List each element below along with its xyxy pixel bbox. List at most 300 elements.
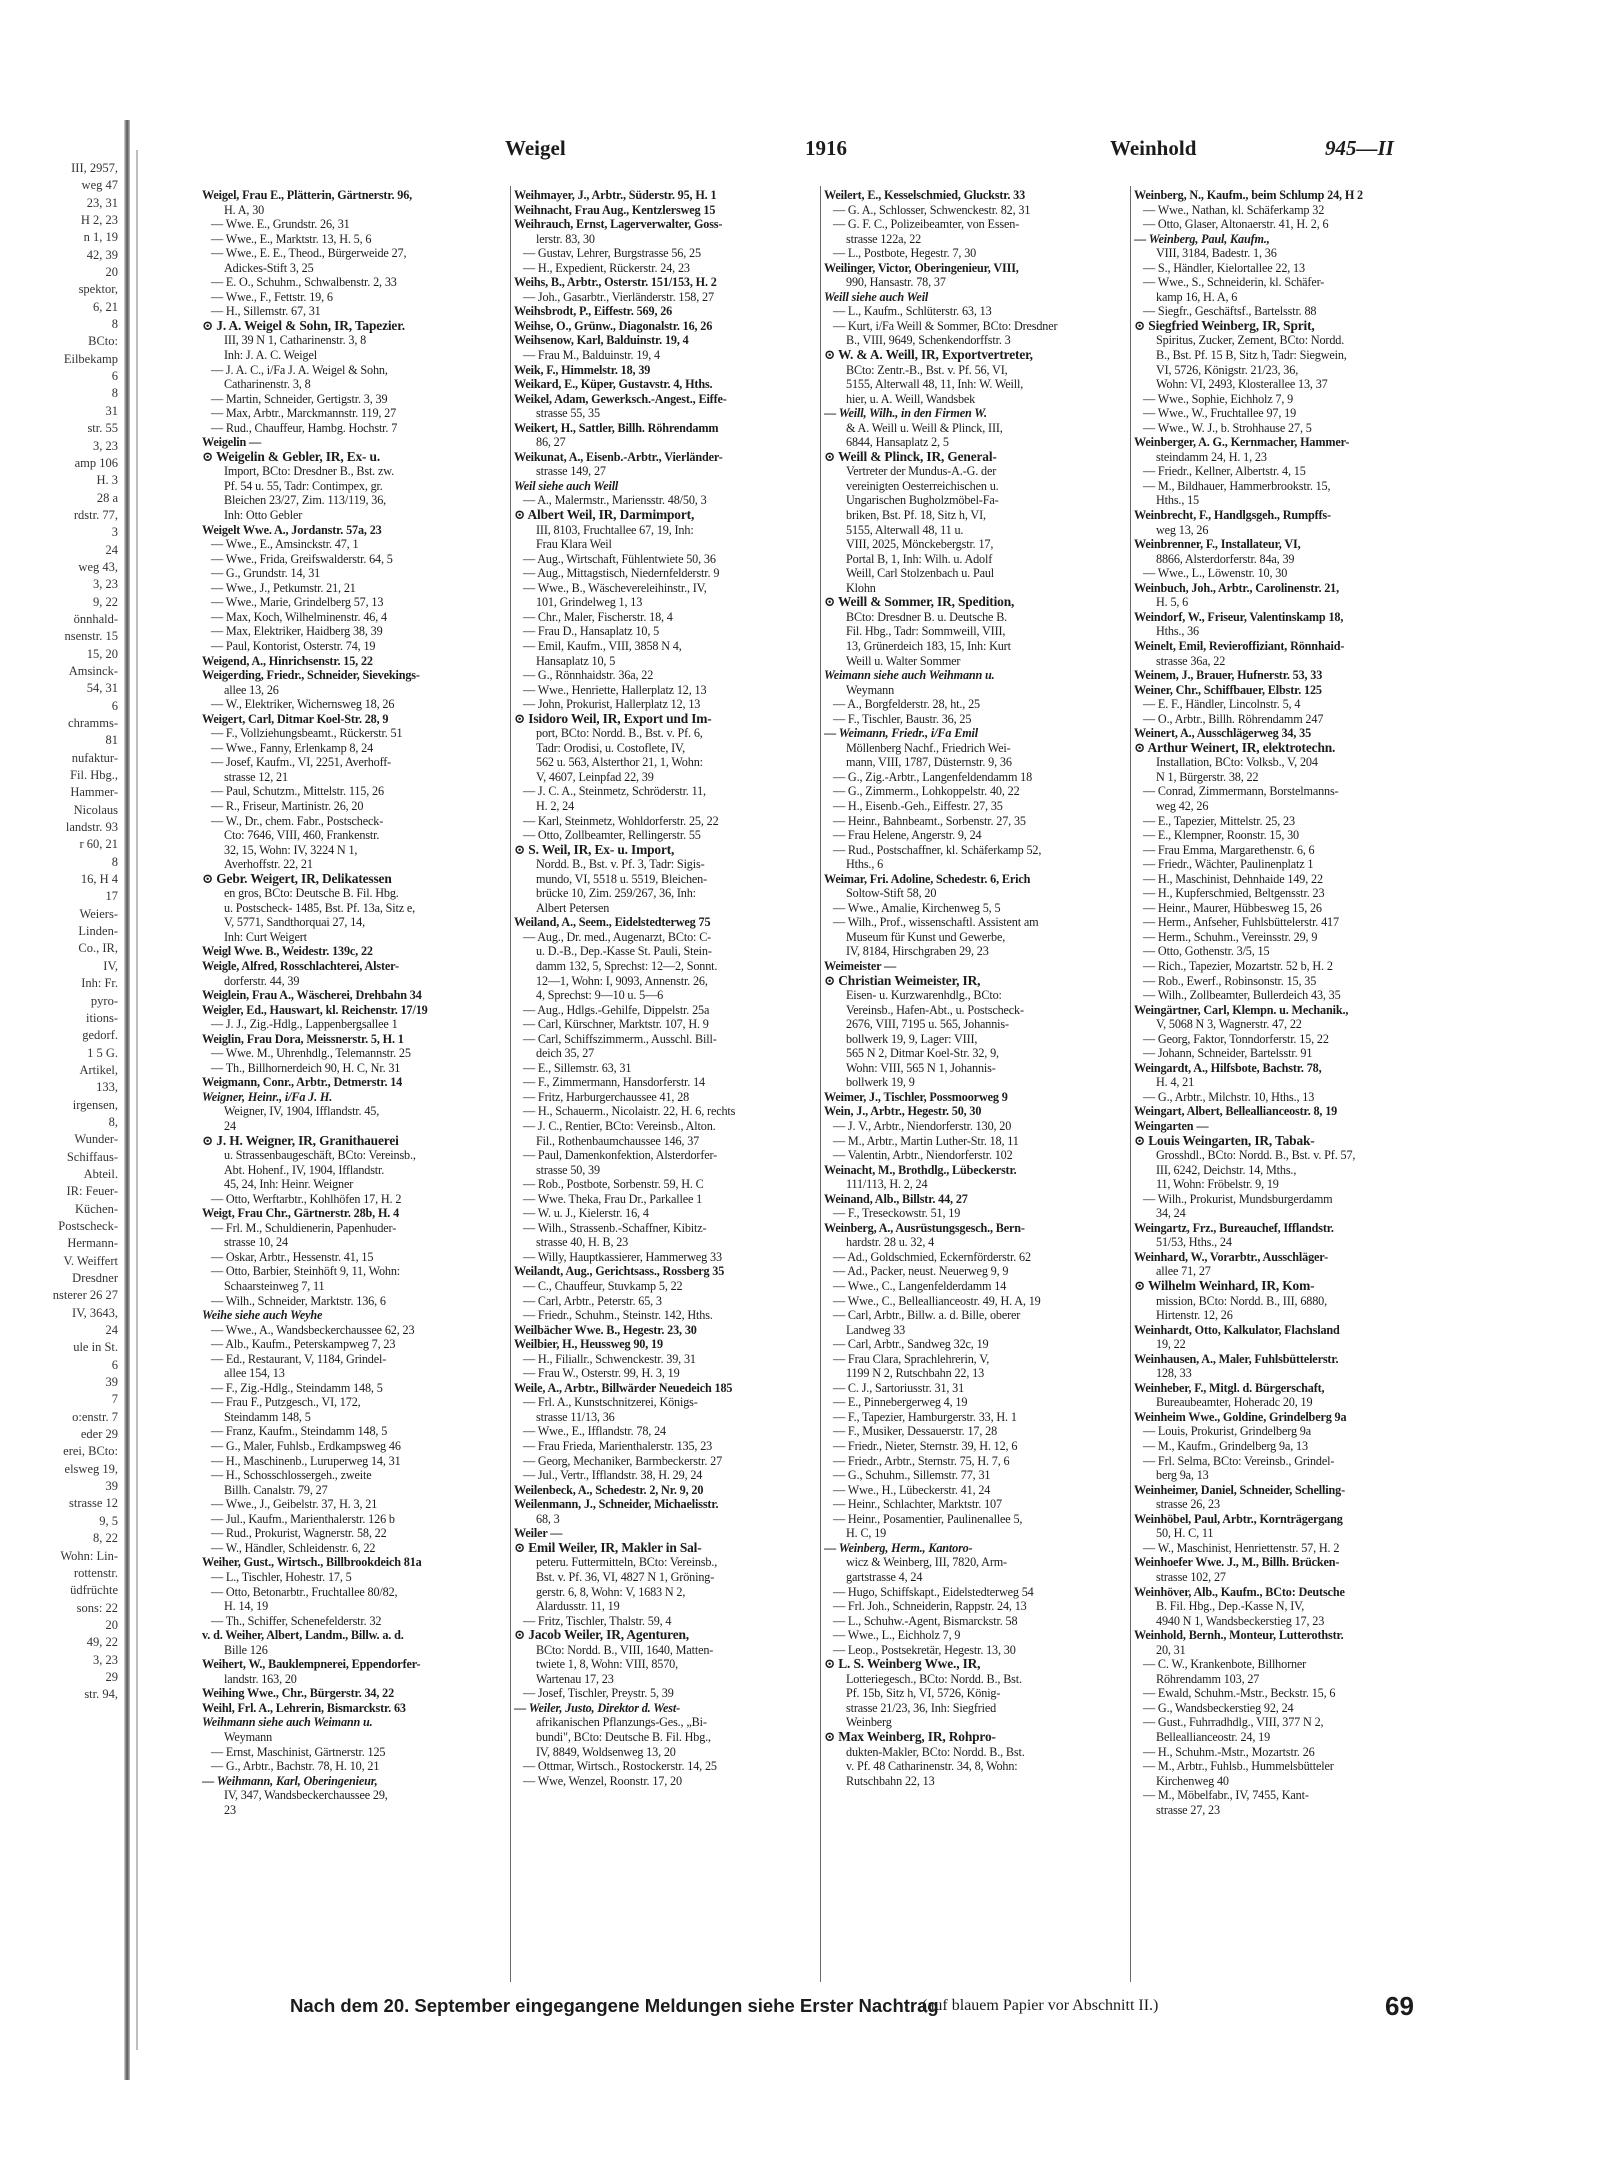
directory-entry: v. Pf. 48 Catharinenstr. 34, 8, Wohn: bbox=[846, 1759, 1018, 1774]
directory-entry: Lotteriegesch., BCto: Nordd. B., Bst. bbox=[846, 1671, 1022, 1686]
directory-entry: Weinhold, Bernh., Monteur, Lutterothstr. bbox=[1134, 1628, 1344, 1643]
directory-entry: — G., Arbtr., Bachstr. 78, H. 10, 21 bbox=[211, 1759, 380, 1774]
facing-page-line: 28 a bbox=[96, 490, 118, 505]
directory-entry: — Frau D., Hansaplatz 10, 5 bbox=[523, 624, 660, 639]
facing-page-line: 42, 39 bbox=[86, 247, 118, 262]
directory-entry: Weingartz, Frz., Bureauchef, Ifflandstr. bbox=[1134, 1220, 1334, 1235]
directory-entry: 20, 31 bbox=[1156, 1642, 1186, 1657]
directory-entry: Weill, Carl Stolzenbach u. Paul bbox=[846, 566, 995, 581]
directory-entry: ⊙ Weill & Sommer, IR, Spedition, bbox=[824, 595, 1015, 610]
facing-page-line: Nicolaus bbox=[73, 802, 118, 817]
directory-entry: strasse 102, 27 bbox=[1156, 1569, 1226, 1584]
directory-entry: ⊙ L. S. Weinberg Wwe., IR, bbox=[824, 1657, 981, 1672]
facing-page-line: Artikel, bbox=[79, 1062, 118, 1077]
directory-entry: Vereinsb., Hafen-Abt., u. Postscheck- bbox=[846, 1002, 1024, 1017]
directory-entry: Nordd. B., Bst. v. Pf. 3, Tadr: Sigis- bbox=[536, 857, 705, 872]
directory-entry: 86, 27 bbox=[536, 435, 566, 450]
directory-entry: Weigmann, Conr., Arbtr., Detmerstr. 14 bbox=[202, 1075, 403, 1090]
directory-entry: — H., Sillemstr. 67, 31 bbox=[211, 304, 321, 319]
directory-entry: Hths., 36 bbox=[1156, 624, 1200, 639]
facing-page-line: önnhald- bbox=[73, 611, 118, 626]
directory-entry: — Georg, Faktor, Tonndorferstr. 15, 22 bbox=[1143, 1031, 1329, 1046]
directory-entry: — G. F. C., Polizeibeamter, von Essen- bbox=[833, 217, 1020, 232]
directory-entry: V, 5068 N 3, Wagnerstr. 47, 22 bbox=[1156, 1017, 1302, 1032]
directory-entry: Pf. 54 u. 55, Tadr: Contimpex, gr. bbox=[224, 478, 383, 493]
directory-entry: — A., Borgfelderstr. 28, ht., 25 bbox=[833, 697, 980, 712]
directory-entry: — Otto, Betonarbtr., Fruchtallee 80/82, bbox=[211, 1584, 398, 1599]
directory-entry: — E. O., Schuhm., Schwalbenstr. 2, 33 bbox=[211, 275, 397, 290]
directory-entry: — Herm., Schuhm., Vereinsstr. 29, 9 bbox=[1143, 929, 1318, 944]
facing-page-line: Abteil. bbox=[83, 1166, 118, 1181]
directory-entry: — Th., Billhornerdeich 90, H. C, Nr. 31 bbox=[211, 1060, 401, 1075]
directory-entry: Weikunat, A., Eisenb.-Arbtr., Vierländer- bbox=[514, 449, 723, 464]
directory-column-2 bbox=[514, 188, 816, 1988]
directory-entry: Hirtenstr. 12, 26 bbox=[1156, 1308, 1233, 1323]
directory-entry: Weilandt, Aug., Gerichtsass., Rossberg 35 bbox=[514, 1264, 725, 1279]
directory-entry: H. 5, 6 bbox=[1156, 595, 1189, 610]
directory-page bbox=[200, 182, 1438, 1990]
directory-entry: Fil. Hbg., Tadr: Sommweill, VIII, bbox=[846, 624, 1006, 639]
directory-entry: kamp 16, H. A, 6 bbox=[1156, 289, 1238, 304]
directory-entry: dukten-Makler, BCto: Nordd. B., Bst. bbox=[846, 1744, 1025, 1759]
directory-entry: Weinhausen, A., Maler, Fuhlsbüttelerstr. bbox=[1134, 1351, 1339, 1366]
directory-entry: brücke 10, Zim. 259/267, 36, Inh: bbox=[536, 886, 696, 901]
header-right-keyword: Weinhold bbox=[1110, 136, 1197, 160]
directory-entry: ⊙ Weill & Plinck, IR, General- bbox=[824, 449, 997, 464]
directory-entry: strasse 10, 24 bbox=[224, 1235, 288, 1250]
directory-entry: — Rud., Prokurist, Wagnerstr. 58, 22 bbox=[211, 1526, 387, 1541]
directory-entry: mundo, VI, 5518 u. 5519, Bleichen- bbox=[536, 871, 708, 886]
directory-entry: Import, BCto: Dresdner B., Bst. zw. bbox=[224, 464, 394, 479]
directory-entry: — Frau Frieda, Marienthalerstr. 135, 23 bbox=[523, 1439, 713, 1454]
directory-entry: — G., Wandsbeckerstieg 92, 24 bbox=[1143, 1700, 1294, 1715]
directory-entry: Weilbier, H., Heussweg 90, 19 bbox=[514, 1337, 663, 1352]
directory-entry: — Rud., Postschaffner, kl. Schäferkamp 52, bbox=[833, 842, 1042, 857]
directory-entry: — E. F., Händler, Lincolnstr. 5, 4 bbox=[1143, 697, 1301, 712]
directory-entry: — Heinr., Posamentier, Paulinenallee 5, bbox=[833, 1511, 1023, 1526]
facing-page-line: eder 29 bbox=[80, 1427, 118, 1442]
directory-entry: — Paul, Schutzm., Mittelstr. 115, 26 bbox=[211, 784, 384, 799]
directory-entry: 23 bbox=[224, 1802, 236, 1817]
facing-page-line: Eilbekamp bbox=[63, 351, 118, 366]
directory-entry: 5155, Alterwall 48, 11, Inh: W. Weill, bbox=[846, 377, 1024, 392]
directory-entry: — Fritz, Tischler, Thalstr. 59, 4 bbox=[523, 1613, 672, 1628]
facing-page-line: amp 106 bbox=[74, 455, 118, 470]
directory-entry: — G., Arbtr., Milchstr. 10, Hths., 13 bbox=[1143, 1089, 1315, 1104]
facing-page-line: nufaktur- bbox=[71, 750, 118, 765]
directory-entry: Weill u. Walter Sommer bbox=[846, 653, 961, 668]
directory-entry: Fil., Rothenbaumchaussee 146, 37 bbox=[536, 1133, 700, 1148]
directory-entry: III, 8103, Fruchtallee 67, 19, Inh: bbox=[536, 522, 694, 537]
directory-entry: 32, 15, Wohn: IV, 3224 N 1, bbox=[224, 842, 358, 857]
directory-entry: Weinem, J., Brauer, Hufnerstr. 53, 33 bbox=[1134, 668, 1323, 683]
footer-page-number: 69 bbox=[1385, 1991, 1414, 2021]
directory-entry: Weindorf, W., Friseur, Valentinskamp 18, bbox=[1134, 609, 1344, 624]
directory-entry: — Wwe., E., Ifflandstr. 78, 24 bbox=[523, 1424, 666, 1439]
directory-entry: — Ad., Packer, neust. Neuerweg 9, 9 bbox=[833, 1264, 1009, 1279]
header-page-number: 945—II bbox=[1325, 136, 1394, 160]
directory-entry: Wohn: VIII, 565 N 1, Johannis- bbox=[846, 1060, 996, 1075]
directory-entry: — Valentin, Arbtr., Niendorferstr. 102 bbox=[833, 1148, 1013, 1163]
page-fold-shadow bbox=[136, 150, 138, 2050]
directory-entry: Weikard, E., Küper, Gustavstr. 4, Hths. bbox=[514, 377, 713, 392]
directory-entry: — Weill, Wilh., in den Firmen W. bbox=[824, 406, 987, 421]
column-divider bbox=[820, 186, 821, 1982]
facing-page-line: nsenstr. 15 bbox=[64, 629, 118, 644]
facing-page-line: 20 bbox=[105, 265, 118, 280]
facing-page-line: IV, 3643, bbox=[72, 1305, 118, 1320]
directory-entry: en gros, BCto: Deutsche B. Fil. Hbg. bbox=[224, 886, 399, 901]
directory-entry: — H., Schauerm., Nicolaistr. 22, H. 6, rechts bbox=[523, 1104, 736, 1119]
facing-page-line: spektor, bbox=[78, 282, 118, 297]
directory-entry: — Alb., Kaufm., Peterskampweg 7, 23 bbox=[211, 1337, 396, 1352]
facing-page-line: 6 bbox=[111, 698, 118, 713]
facing-page-line: elsweg 19, bbox=[64, 1461, 118, 1476]
directory-entry: — Otto, Glaser, Altonaerstr. 41, H. 2, 6 bbox=[1143, 217, 1329, 232]
directory-entry: Weikel, Adam, Gewerksch.-Angest., Eiffe- bbox=[514, 391, 727, 406]
directory-entry: — H., Maschinenb., Luruperweg 14, 31 bbox=[211, 1453, 401, 1468]
directory-entry: — Wwe, Wenzel, Roonstr. 17, 20 bbox=[523, 1773, 682, 1788]
directory-entry: B. Fil. Hbg., Dep.-Kasse N, IV, bbox=[1156, 1599, 1305, 1614]
facing-page-line: 29 bbox=[105, 1669, 118, 1684]
directory-entry: ⊙ Christian Weimeister, IR, bbox=[824, 973, 981, 988]
facing-page-line: 81 bbox=[105, 733, 118, 748]
directory-entry: — Leop., Postsekretär, Hegestr. 13, 30 bbox=[833, 1642, 1016, 1657]
directory-entry: — Friedr., Arbtr., Sternstr. 75, H. 7, 6 bbox=[833, 1453, 1010, 1468]
directory-entry: Hansaplatz 10, 5 bbox=[536, 653, 616, 668]
directory-entry: Averhoffstr. 22, 21 bbox=[224, 857, 313, 872]
directory-entry: 12—1, Wohn: I, 9093, Annenstr. 26, bbox=[536, 973, 708, 988]
facing-page-line: Wunder- bbox=[74, 1132, 118, 1147]
column-divider bbox=[510, 186, 511, 1982]
directory-entry: — Wilh., Zollbeamter, Bullerdeich 43, 35 bbox=[1143, 988, 1341, 1003]
facing-page-line: erei, BCto: bbox=[63, 1444, 118, 1459]
directory-entry: — Max, Koch, Wilhelminenstr. 46, 4 bbox=[211, 609, 387, 624]
directory-entry: H. 14, 19 bbox=[224, 1599, 269, 1614]
directory-entry: port, BCto: Nordd. B., Bst. v. Pf. 6, bbox=[536, 726, 703, 741]
directory-entry: Weilert, E., Kesselschmied, Gluckstr. 33 bbox=[824, 188, 1026, 202]
directory-entry: Weingardt, A., Hilfsbote, Bachstr. 78, bbox=[1134, 1060, 1322, 1075]
directory-entry: — M., Bildhauer, Hammerbrookstr. 15, bbox=[1143, 478, 1331, 493]
facing-page-line: n 1, 19 bbox=[83, 230, 118, 245]
facing-page-line: Weiers- bbox=[79, 906, 118, 921]
directory-entry: Weihsbrodt, P., Eiffestr. 569, 26 bbox=[514, 304, 673, 319]
column-divider bbox=[1130, 186, 1131, 1982]
footer-notice: Nach dem 20. September eingegangene Meldungen siehe Erster Nachtrag bbox=[290, 1995, 939, 2016]
directory-entry: — W. u. J., Kielerstr. 16, 4 bbox=[523, 1206, 649, 1221]
directory-entry: Weihs, B., Arbtr., Osterstr. 151/153, H. 2 bbox=[514, 275, 717, 290]
directory-entry: Weinhöbel, Paul, Arbtr., Kornträgergang bbox=[1134, 1511, 1343, 1526]
directory-entry: Weinhard, W., Vorarbtr., Ausschläger- bbox=[1134, 1249, 1328, 1264]
directory-entry: — Friedr., Nieter, Sternstr. 39, H. 12, 6 bbox=[833, 1439, 1018, 1454]
directory-entry: Weinhöver, Alb., Kaufm., BCto: Deutsche bbox=[1134, 1584, 1345, 1599]
directory-entry: Weinberger, A. G., Kernmacher, Hammer- bbox=[1134, 435, 1350, 450]
directory-entry: 4940 N 1, Wandsbeckerstieg 17, 23 bbox=[1156, 1613, 1325, 1628]
facing-page-line: 24 bbox=[105, 1323, 118, 1338]
directory-entry: — G., Zimmerm., Lohkoppelstr. 40, 22 bbox=[833, 784, 1020, 799]
directory-entry: — W., Händler, Schleidenstr. 6, 22 bbox=[211, 1540, 376, 1555]
directory-entry: Portal B, 1, Inh: Wilh. u. Adolf bbox=[846, 551, 993, 566]
directory-entry: — Friedr., Schuhm., Steinstr. 142, Hths. bbox=[523, 1308, 713, 1323]
directory-entry: — Wwe., A., Wandsbeckerchaussee 62, 23 bbox=[211, 1322, 415, 1337]
facing-page-line: 8, bbox=[108, 1114, 118, 1129]
directory-entry: — F., Zig.-Hdlg., Steindamm 148, 5 bbox=[211, 1380, 383, 1395]
directory-entry: — Heinr., Maurer, Hübbesweg 15, 26 bbox=[1143, 900, 1322, 915]
facing-page-line: 16, H 4 bbox=[80, 872, 118, 887]
directory-entry: — Wwe., J., Geibelstr. 37, H. 3, 21 bbox=[211, 1497, 378, 1512]
directory-entry: — Friedr., Kellner, Albertstr. 4, 15 bbox=[1143, 464, 1306, 479]
directory-entry: — Heinr., Schlachter, Marktstr. 107 bbox=[833, 1497, 1002, 1512]
directory-entry: Weigner, IV, 1904, Ifflandstr. 45, bbox=[224, 1104, 380, 1119]
directory-entry: — Frl. M., Schuldienerin, Papenhuder- bbox=[211, 1220, 397, 1235]
facing-page-line: Co., IR, bbox=[78, 941, 118, 956]
directory-entry: — Th., Schiffer, Schenefelderstr. 32 bbox=[211, 1613, 382, 1628]
directory-entry: — Wwe., Fanny, Erlenkamp 8, 24 bbox=[211, 740, 374, 755]
directory-entry: Weiglin, Frau Dora, Meissnerstr. 5, H. 1 bbox=[202, 1031, 404, 1046]
facing-page-line: 49, 22 bbox=[86, 1635, 118, 1650]
facing-page-line: 9, 22 bbox=[93, 594, 118, 609]
directory-entry: — Wwe., E., Marktstr. 13, H. 5, 6 bbox=[211, 231, 372, 246]
directory-entry: — Frl. A., Kunstschnitzerei, Königs- bbox=[523, 1395, 698, 1410]
directory-entry: — M., Möbelfabr., IV, 7455, Kant- bbox=[1143, 1788, 1309, 1803]
directory-entry: V, 4607, Leinpfad 22, 39 bbox=[536, 769, 654, 784]
facing-page-line: 6 bbox=[111, 1357, 118, 1372]
directory-entry: 5155, Alterwall 48, 11 u. bbox=[846, 522, 964, 537]
directory-entry: — Hugo, Schiffskapt., Eidelstedterweg 54 bbox=[833, 1584, 1034, 1599]
directory-entry: Abt. Hohenf., IV, 1904, Ifflandstr. bbox=[224, 1162, 385, 1177]
directory-entry: Inh: Otto Gebler bbox=[224, 508, 303, 523]
directory-entry: — Frau Helene, Angerstr. 9, 24 bbox=[833, 828, 982, 843]
facing-page-line: str. 94, bbox=[84, 1687, 118, 1702]
directory-entry: Wein, J., Arbtr., Hegestr. 50, 30 bbox=[824, 1104, 982, 1119]
directory-entry: — Wwe., L., Eichholz 7, 9 bbox=[833, 1628, 961, 1643]
directory-entry: landstr. 163, 20 bbox=[224, 1671, 297, 1686]
directory-entry: 19, 22 bbox=[1156, 1337, 1186, 1352]
directory-entry: — Josef, Tischler, Preystr. 5, 39 bbox=[523, 1686, 674, 1701]
directory-entry: V, 5771, Sandthorquai 27, 14, bbox=[224, 915, 365, 930]
directory-entry: strasse 122a, 22 bbox=[846, 231, 922, 246]
directory-entry: Weihnacht, Frau Aug., Kentzlersweg 15 bbox=[514, 202, 716, 217]
directory-entry: — Wwe., Amalie, Kirchenweg 5, 5 bbox=[833, 900, 1001, 915]
directory-entry: — E., Sillemstr. 63, 31 bbox=[523, 1060, 632, 1075]
facing-page-line: sons: 22 bbox=[76, 1600, 118, 1615]
directory-entry: ⊙ Jacob Weiler, IR, Agenturen, bbox=[514, 1628, 689, 1643]
directory-entry: Weilbächer Wwe. B., Hegestr. 23, 30 bbox=[514, 1322, 697, 1337]
directory-entry: Installation, BCto: Volksb., V, 204 bbox=[1156, 755, 1318, 770]
directory-entry: — Martin, Schneider, Gertigstr. 3, 39 bbox=[211, 391, 388, 406]
directory-entry: — Frau Clara, Sprachlehrerin, V, bbox=[833, 1351, 990, 1366]
facing-page-line: IR: Feuer- bbox=[66, 1184, 118, 1199]
directory-entry: — Wwe., Marie, Grindelberg 57, 13 bbox=[211, 595, 384, 610]
directory-entry: — Wwe., C., Belleallianceostr. 49, H. A, 19 bbox=[833, 1293, 1041, 1308]
directory-entry: VIII, 3184, Badestr. 1, 36 bbox=[1156, 246, 1277, 261]
directory-entry: — Ernst, Maschinist, Gärtnerstr. 125 bbox=[211, 1744, 386, 1759]
directory-entry: — Carl, Arbtr., Sandweg 32c, 19 bbox=[833, 1337, 989, 1352]
facing-page-line: Schiffaus- bbox=[66, 1149, 118, 1164]
page-header bbox=[505, 136, 1443, 166]
directory-entry: — Weinberg, Paul, Kaufm., bbox=[1134, 231, 1270, 246]
directory-entry: Landweg 33 bbox=[846, 1322, 906, 1337]
directory-entry: VIII, 2025, Mönckebergstr. 17, bbox=[846, 537, 994, 552]
facing-page-line: 23, 31 bbox=[86, 195, 118, 210]
directory-entry: 101, Grindelweg 1, 13 bbox=[536, 595, 643, 610]
directory-entry: — Weimann, Friedr., i/Fa Emil bbox=[824, 726, 979, 741]
page-footer bbox=[290, 1993, 1450, 2027]
directory-column-4 bbox=[1134, 188, 1436, 1988]
directory-entry: — Ad., Goldschmied, Eckernförderstr. 62 bbox=[833, 1249, 1031, 1264]
directory-entry: Weigelin — bbox=[202, 435, 262, 450]
directory-entry: 34, 24 bbox=[1156, 1206, 1186, 1221]
directory-entry: IV, 8849, Woldsenweg 13, 20 bbox=[536, 1744, 676, 1759]
directory-entry: — M., Arbtr., Martin Luther-Str. 18, 11 bbox=[833, 1133, 1019, 1148]
directory-entry: — J. V., Arbtr., Niendorferstr. 130, 20 bbox=[833, 1119, 1012, 1133]
directory-entry: — Gustav, Lehrer, Burgstrasse 56, 25 bbox=[523, 246, 701, 261]
directory-entry: IV, 8184, Hirschgraben 29, 23 bbox=[846, 944, 989, 959]
directory-entry: — L., Kaufm., Schlüterstr. 63, 13 bbox=[833, 304, 992, 319]
directory-entry: damm 132, 5, Sprechst: 12—2, Sonnt. bbox=[536, 958, 718, 973]
directory-entry: — Wwe., E., Amsinckstr. 47, 1 bbox=[211, 537, 359, 552]
directory-entry: — C. J., Sartoriusstr. 31, 31 bbox=[833, 1380, 965, 1395]
directory-entry: — Jul., Vertr., Ifflandstr. 38, H. 29, 24 bbox=[523, 1468, 703, 1483]
directory-entry: peteru. Futtermitteln, BCto: Vereinsb., bbox=[536, 1555, 718, 1570]
directory-entry: — Frl. Selma, BCto: Vereinsb., Grindel- bbox=[1143, 1453, 1335, 1468]
directory-entry: — Rud., Chauffeur, Hambg. Hochstr. 7 bbox=[211, 420, 398, 435]
directory-entry: Weigert, Carl, Ditmar Koel-Str. 28, 9 bbox=[202, 711, 389, 726]
directory-entry: Eisen- u. Kurzwarenhdlg., BCto: bbox=[846, 988, 1002, 1003]
directory-entry: Weilinger, Victor, Oberingenieur, VIII, bbox=[824, 260, 1019, 275]
directory-entry: wicz & Weinberg, III, 7820, Arm- bbox=[846, 1555, 1007, 1570]
directory-entry: Ungarischen Bugholzmöbel-Fa- bbox=[846, 493, 999, 508]
directory-entry: — Wilh., Schneider, Marktstr. 136, 6 bbox=[211, 1293, 386, 1308]
footer-note: (auf blauem Papier vor Abschnitt II.) bbox=[922, 1997, 1159, 2014]
directory-entry: Bleichen 23/27, Zim. 113/119, 36, bbox=[224, 493, 387, 508]
directory-entry: deich 35, 27 bbox=[536, 1046, 595, 1061]
directory-entry: — J. C. A., Steinmetz, Schröderstr. 11, bbox=[523, 784, 706, 799]
directory-entry: — M., Kaufm., Grindelberg 9a, 13 bbox=[1143, 1439, 1308, 1454]
directory-entry: — J. C., Rentier, BCto: Vereinsb., Alton. bbox=[523, 1119, 716, 1133]
directory-entry: gerstr. 6, 8, Wohn: V, 1683 N 2, bbox=[536, 1584, 686, 1599]
directory-entry: BCto: Dresdner B. u. Deutsche B. bbox=[846, 609, 1008, 624]
facing-page-line: 24 bbox=[105, 542, 118, 557]
directory-entry: Pf. 15b, Sitz h, VI, 5726, König- bbox=[846, 1686, 1001, 1701]
directory-entry: Weihert, W., Bauklempnerei, Eppendorfer- bbox=[202, 1657, 421, 1672]
directory-entry: — F., Zimmermann, Hansdorferstr. 14 bbox=[523, 1075, 705, 1090]
directory-entry: — H., Schosschlossergeh., zweite bbox=[211, 1468, 372, 1483]
facing-page-line: ule in St. bbox=[73, 1340, 118, 1355]
directory-entry: N 1, Bürgerstr. 38, 22 bbox=[1156, 769, 1259, 784]
directory-entry: Weigler, Ed., Hauswart, kl. Reichenstr. 17/19 bbox=[202, 1002, 428, 1017]
directory-entry: — Wilh., Prof., wissenschaftl. Assistent am bbox=[833, 915, 1039, 930]
directory-entry: Weinberg bbox=[846, 1715, 892, 1730]
directory-entry: ⊙ Weigelin & Gebler, IR, Ex- u. bbox=[202, 449, 381, 464]
facing-page-line: 39 bbox=[105, 1375, 118, 1390]
directory-entry: — Fritz, Harburgerchaussee 41, 28 bbox=[523, 1089, 690, 1104]
directory-entry: — Wwe. M., Uhrenhdlg., Telemannstr. 25 bbox=[211, 1046, 411, 1061]
directory-entry: — Wilh., Strassenb.-Schaffner, Kibitz- bbox=[523, 1220, 707, 1235]
directory-entry: Weiher, Gust., Wirtsch., Billbrookdeich 81a bbox=[202, 1555, 422, 1570]
facing-page-line: Hammer- bbox=[70, 785, 118, 800]
directory-entry: — E., Klempner, Roonstr. 15, 30 bbox=[1143, 828, 1299, 843]
directory-entry: — Herm., Anfseher, Fuhlsbüttelerstr. 417 bbox=[1143, 915, 1339, 930]
directory-entry: ⊙ Wilhelm Weinhard, IR, Kom- bbox=[1134, 1279, 1315, 1294]
directory-entry: Wohn: VI, 2493, Klosterallee 13, 37 bbox=[1156, 377, 1328, 392]
facing-page-line: 3 bbox=[111, 525, 118, 540]
directory-entry: — Friedr., Wächter, Paulinenplatz 1 bbox=[1143, 857, 1314, 872]
directory-entry: Weimann siehe auch Weihmann u. bbox=[824, 668, 995, 683]
directory-entry: dorferstr. 44, 39 bbox=[224, 973, 300, 988]
directory-entry: III, 39 N 1, Catharinenstr. 3, 8 bbox=[224, 333, 367, 348]
directory-entry: strasse 21/23, 36, Inh: Siegfried bbox=[846, 1700, 997, 1715]
directory-entry: — O., Arbtr., Billh. Röhrendamm 247 bbox=[1143, 711, 1324, 726]
directory-entry: — Weinberg, Herm., Kantoro- bbox=[824, 1540, 973, 1555]
facing-page-line: Fil. Hbg., bbox=[70, 768, 118, 783]
directory-entry: — L., Postbote, Hegestr. 7, 30 bbox=[833, 246, 977, 261]
directory-entry: u. Postscheck- 1485, Bst. Pf. 13a, Sitz e, bbox=[224, 900, 416, 915]
directory-entry: Grosshdl., BCto: Nordd. B., Bst. v. Pf. 57, bbox=[1156, 1148, 1356, 1163]
directory-entry: Albert Petersen bbox=[536, 900, 610, 915]
directory-entry: Weinelt, Emil, Revieroffiziant, Rönnhaid- bbox=[1134, 638, 1345, 653]
directory-entry: Weinacht, M., Brothdlg., Lübeckerstr. bbox=[824, 1162, 1017, 1177]
directory-entry: ⊙ J. A. Weigel & Sohn, IR, Tapezier. bbox=[202, 318, 405, 333]
facing-page-line: H. 3 bbox=[96, 473, 118, 488]
directory-entry: Weill siehe auch Weil bbox=[824, 289, 929, 304]
directory-entry: Weymann bbox=[846, 682, 895, 697]
directory-entry: ⊙ Siegfried Weinberg, IR, Sprit, bbox=[1134, 318, 1315, 333]
directory-entry: — W., Maschinist, Henriettenstr. 57, H. 2 bbox=[1143, 1540, 1340, 1555]
facing-page-line: 31 bbox=[105, 403, 118, 418]
directory-entry: — Gust., Fuhrradhdlg., VIII, 377 N 2, bbox=[1143, 1715, 1324, 1730]
directory-entry: — C., Chauffeur, Stuvkamp 5, 22 bbox=[523, 1279, 683, 1294]
directory-entry: Weigel, Frau E., Plätterin, Gärtnerstr. 96, bbox=[202, 188, 413, 202]
directory-entry: strasse 50, 39 bbox=[536, 1162, 600, 1177]
facing-page-line: Inh: Fr. bbox=[81, 976, 118, 991]
directory-entry: Weinberg, A., Ausrüstungsgesch., Bern- bbox=[824, 1220, 1025, 1235]
directory-entry: Hths., 15 bbox=[1156, 493, 1200, 508]
directory-entry: — G., Maler, Fuhlsb., Erdkampsweg 46 bbox=[211, 1439, 401, 1454]
directory-entry: — John, Prokurist, Hallerplatz 12, 13 bbox=[523, 697, 701, 712]
directory-entry: 562 u. 563, Alsterthor 21, 1, Wohn: bbox=[536, 755, 703, 770]
directory-entry: — Otto, Werftarbtr., Kohlhöfen 17, H. 2 bbox=[211, 1191, 402, 1206]
directory-entry: Weinbrenner, F., Installateur, VI, bbox=[1134, 537, 1301, 552]
directory-entry: — Wwe., H., Lübeckerstr. 41, 24 bbox=[833, 1482, 991, 1497]
directory-entry: III, 6242, Deichstr. 14, Mths., bbox=[1156, 1162, 1297, 1177]
directory-entry: Weinand, Alb., Billstr. 44, 27 bbox=[824, 1191, 968, 1206]
directory-entry: Soltow-Stift 58, 20 bbox=[846, 886, 937, 901]
directory-entry: — Louis, Prokurist, Grindelberg 9a bbox=[1143, 1424, 1311, 1439]
directory-entry: Spiritus, Zucker, Zement, BCto: Nordd. bbox=[1156, 333, 1345, 348]
directory-entry: H. 2, 24 bbox=[536, 798, 575, 813]
directory-entry: 2676, VIII, 7195 u. 565, Johannis- bbox=[846, 1017, 1009, 1032]
directory-entry: — H., Filiallr., Schwenckestr. 39, 31 bbox=[523, 1351, 696, 1366]
facing-page-line: 7 bbox=[111, 1392, 118, 1407]
facing-page-edge bbox=[0, 160, 128, 2070]
directory-entry: 45, 24, Inh: Heinr. Weigner bbox=[224, 1177, 354, 1192]
directory-entry: 990, Hansastr. 78, 37 bbox=[846, 275, 946, 290]
directory-entry: Weiler — bbox=[514, 1526, 563, 1541]
facing-page-line: Postscheck- bbox=[58, 1218, 118, 1233]
facing-page-line: rdstr. 77, bbox=[73, 507, 118, 522]
directory-entry: 4, Sprechst: 9—10 u. 5—6 bbox=[536, 988, 664, 1003]
directory-entry: BCto: Zentr.-B., Bst. v. Pf. 56, VI, bbox=[846, 362, 1008, 377]
directory-entry: Weigl Wwe. B., Weidestr. 139c, 22 bbox=[202, 944, 373, 959]
directory-entry: — Carl, Kürschner, Marktstr. 107, H. 9 bbox=[523, 1017, 709, 1032]
directory-entry: 6844, Hansaplatz 2, 5 bbox=[846, 435, 949, 450]
directory-entry: & A. Weill u. Weill & Plinck, III, bbox=[846, 420, 1003, 435]
directory-entry: Schaarsteinweg 7, 11 bbox=[224, 1279, 325, 1294]
directory-entry: Weil siehe auch Weill bbox=[514, 478, 619, 493]
directory-entry: — Ottmar, Wirtsch., Rostockerstr. 14, 25 bbox=[523, 1759, 717, 1774]
directory-entry: — Carl, Arbtr., Peterstr. 65, 3 bbox=[523, 1293, 662, 1308]
